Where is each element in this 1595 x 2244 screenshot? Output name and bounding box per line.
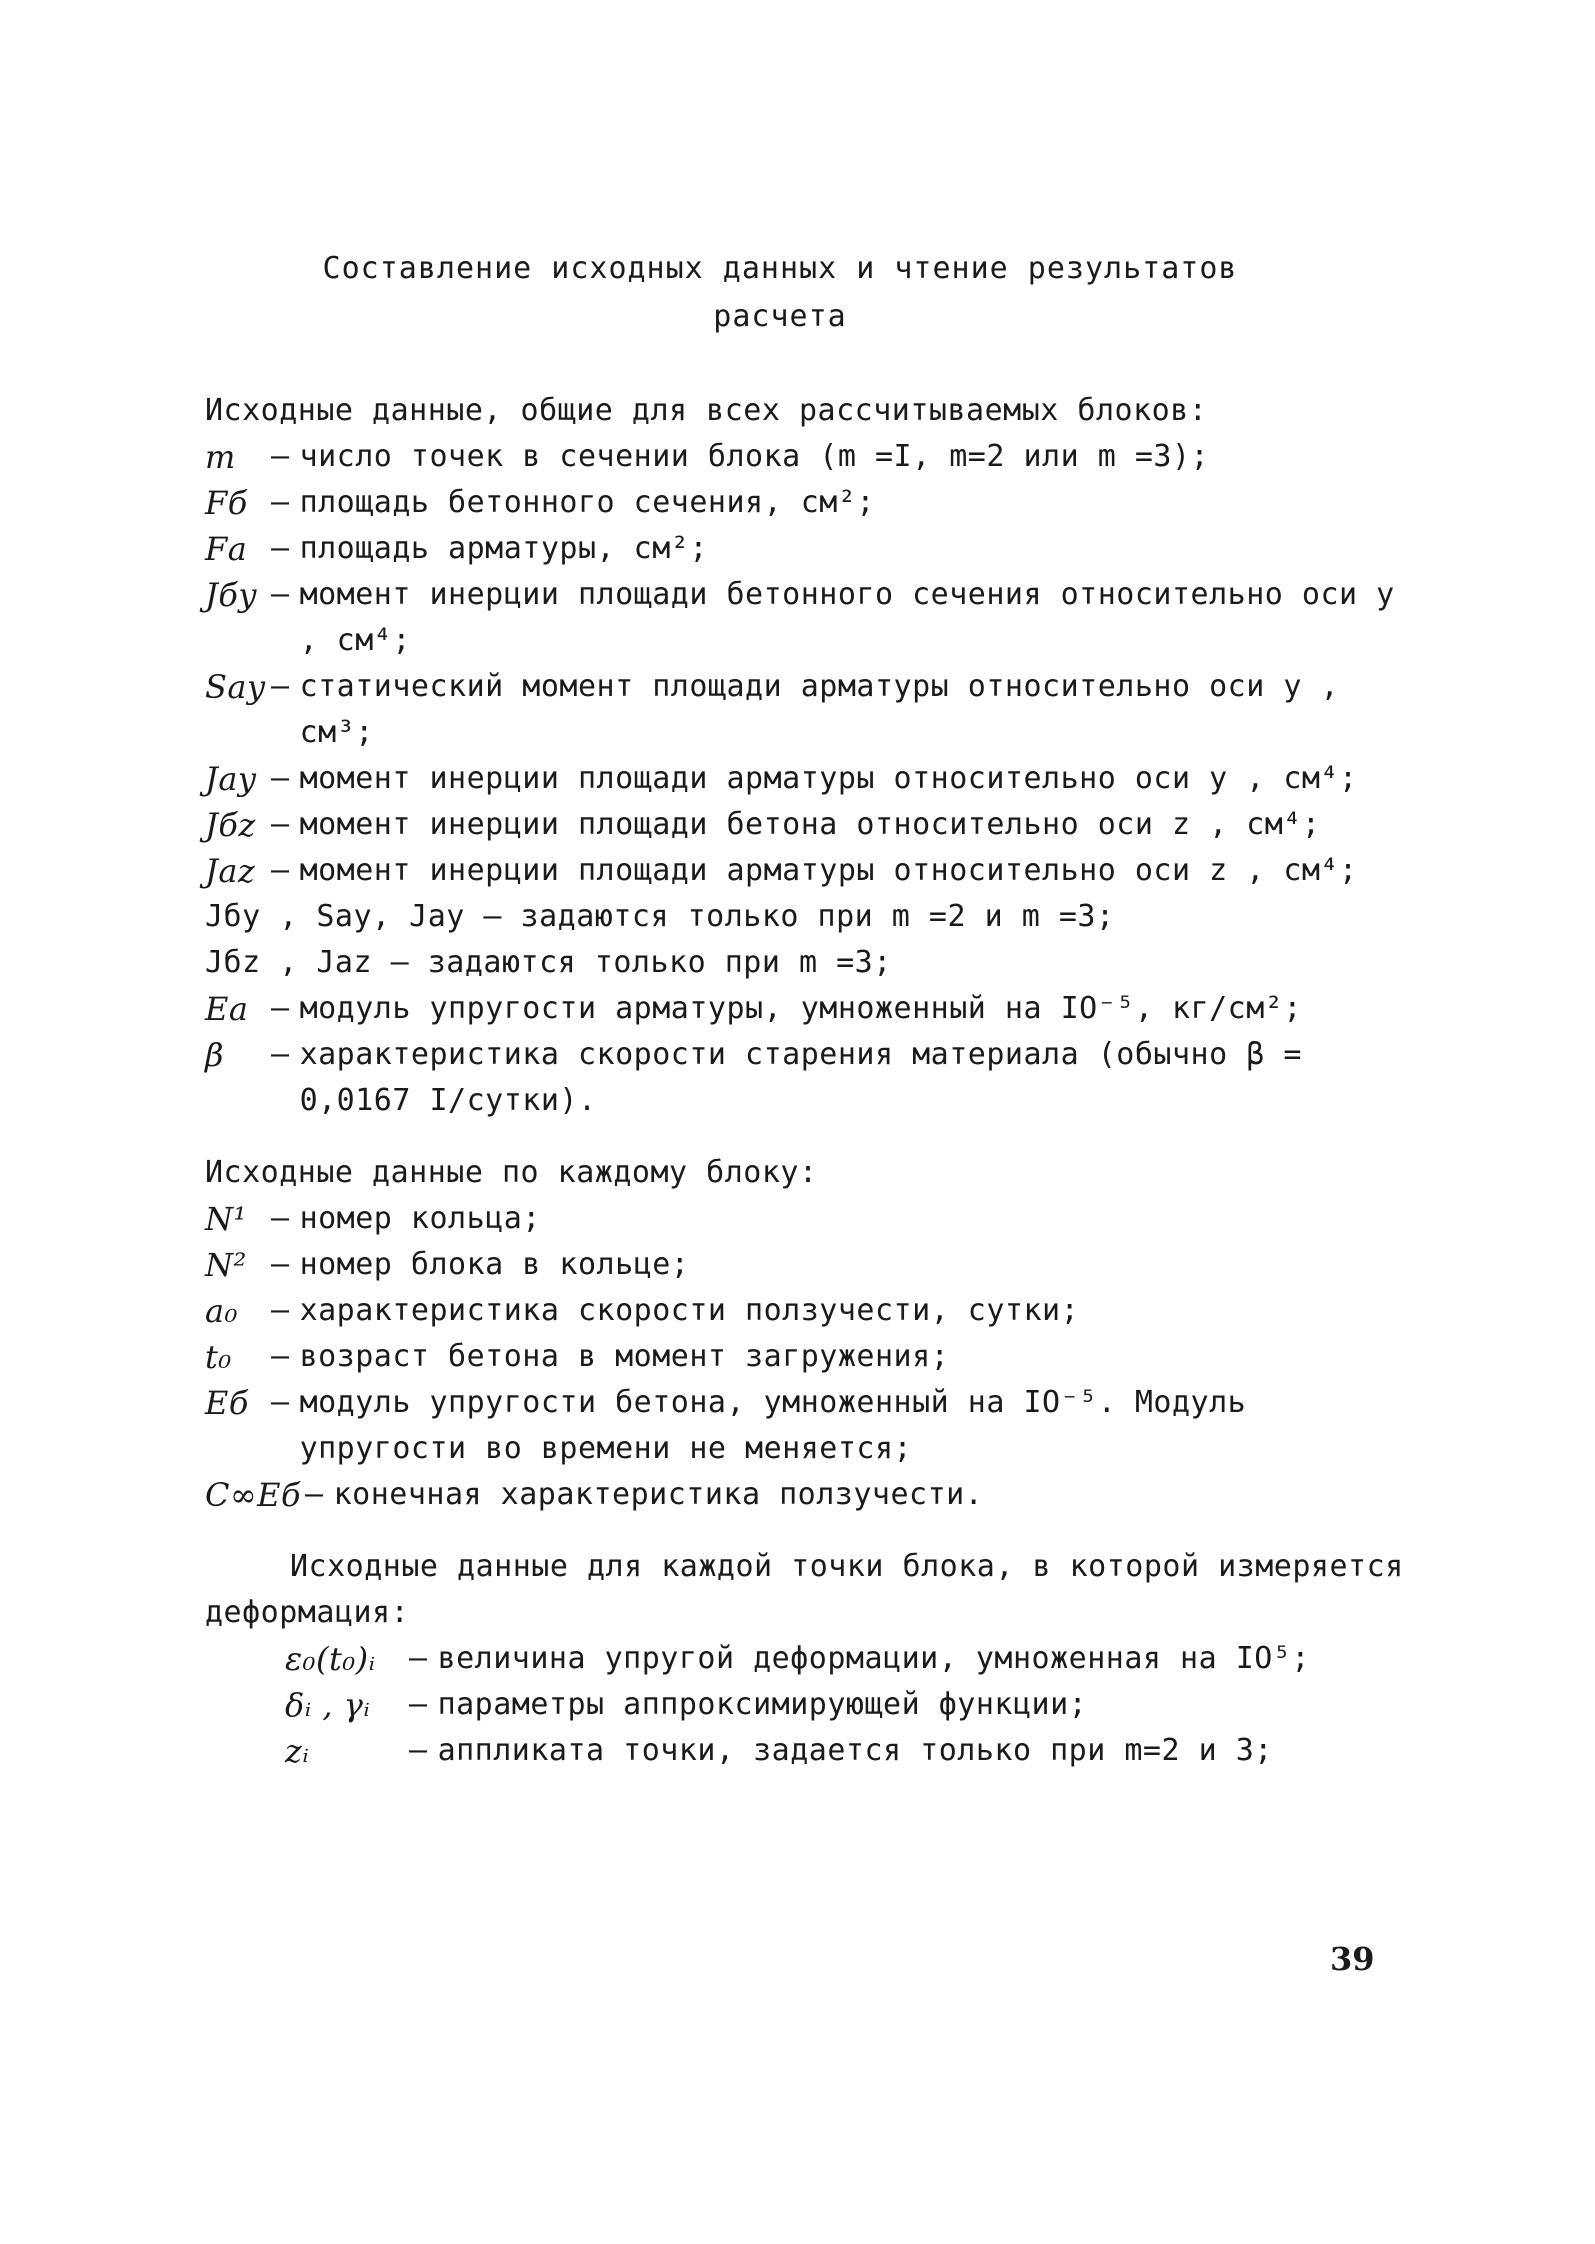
definition-symbol: t₀: [205, 1338, 232, 1376]
point-definitions: [205, 1636, 1415, 1774]
definition-symbol: Jaz: [205, 852, 256, 890]
definition-text: аппликата точки, задается только при m=2 и 3;: [437, 1733, 1273, 1768]
definition-symbol: ε₀(t₀)ᵢ: [285, 1640, 376, 1678]
definition-symbol: Fб: [205, 484, 248, 522]
point-data-intro: Исходные данные для каждой точки блока, в которой измеряется деформация:: [205, 1549, 1404, 1630]
common-data-intro: Исходные данные, общие для всех рассчитываемых блоков:: [205, 393, 1208, 428]
definition-text: момент инерции площади бетонного сечения относительно оси y , см⁴;: [299, 577, 1395, 658]
definition-symbol: m: [205, 438, 236, 476]
note-m3: Jбz , Jaz – задаются только при m =3;: [205, 945, 892, 980]
definition-item: ε₀(t₀)ᵢ – величина упругой деформации, умноженная на IO⁵;: [205, 1636, 1415, 1682]
definition-item: Fб – площадь бетонного сечения, см²;: [205, 480, 1415, 526]
definition-symbol: N²: [205, 1246, 247, 1284]
definition-text: конечная характеристика ползучести.: [333, 1477, 984, 1512]
definition-text: момент инерции площади арматуры относительно оси y , см⁴;: [299, 761, 1358, 796]
page-number: 39: [1330, 1940, 1375, 1978]
definition-symbol: Jбz: [205, 806, 256, 844]
definition-item: δᵢ , γᵢ – параметры аппроксимирующей функции;: [205, 1682, 1415, 1728]
definition-text: момент инерции площади арматуры относительно оси z , см⁴;: [299, 853, 1358, 888]
definition-item: zᵢ – аппликата точки, задается только при m=2 и 3;: [205, 1728, 1415, 1774]
definition-item: Eб – модуль упругости бетона, умноженный на IO⁻⁵. Модуль упругости во времени не меняется;: [205, 1380, 1415, 1472]
definition-item: Fа – площадь арматуры, см²;: [205, 526, 1415, 572]
definition-symbol: N¹: [205, 1200, 247, 1238]
title-line-2: расчета: [713, 299, 847, 334]
block-definitions: [205, 1196, 1415, 1518]
definition-text: модуль упругости бетона, умноженный на IO⁻⁵. Модуль упругости во времени не меняется;: [299, 1385, 1247, 1466]
definition-item: Jaz – момент инерции площади арматуры относительно оси z , см⁴;: [205, 848, 1415, 894]
definition-text: площадь бетонного сечения, см²;: [299, 485, 875, 520]
definition-text: статический момент площади арматуры относительно оси y , см³;: [299, 669, 1340, 750]
definition-text: параметры аппроксимирующей функции;: [437, 1687, 1088, 1722]
definition-text: число точек в сечении блока (m =I, m=2 или m =3);: [299, 439, 1210, 474]
definition-text: характеристика скорости старения материала (обычно β = 0,0167 I/сутки).: [299, 1037, 1302, 1118]
definition-symbol: C∞Eб: [205, 1476, 302, 1514]
definition-item: N¹ – номер кольца;: [205, 1196, 1415, 1242]
definition-item: N² – номер блока в кольце;: [205, 1242, 1415, 1288]
definition-symbol: δᵢ , γᵢ: [285, 1686, 371, 1724]
note-m2-m3: Jбy , Say, Jay – задаются только при m =2 и m =3;: [205, 899, 1115, 934]
definition-item: m – число точек в сечении блока (m =I, m=2 или m =3);: [205, 434, 1415, 480]
definition-item: C∞Eб – конечная характеристика ползучести.: [205, 1472, 1415, 1518]
document-body: [205, 388, 1415, 1774]
definition-symbol: Eа: [205, 990, 249, 1028]
section-title: [260, 245, 1300, 341]
definition-item: Jay – момент инерции площади арматуры относительно оси y , см⁴;: [205, 756, 1415, 802]
definition-symbol: Fа: [205, 530, 248, 568]
definition-item: Jбy – момент инерции площади бетонного сечения относительно оси y , см⁴;: [205, 572, 1415, 664]
definition-item: Eа – модуль упругости арматуры, умноженный на IO⁻⁵, кг/см²;: [205, 986, 1415, 1032]
common-definitions-2: [205, 986, 1415, 1124]
definition-text: величина упругой деформации, умноженная на IO⁵;: [437, 1641, 1310, 1676]
common-definitions: [205, 434, 1415, 894]
definition-item: β – характеристика скорости старения материала (обычно β = 0,0167 I/сутки).: [205, 1032, 1415, 1124]
definition-symbol: Say: [205, 668, 266, 706]
definition-text: возраст бетона в момент загружения;: [299, 1339, 950, 1374]
definition-text: модуль упругости арматуры, умноженный на IO⁻⁵, кг/см²;: [299, 991, 1302, 1026]
definition-item: t₀ – возраст бетона в момент загружения;: [205, 1334, 1415, 1380]
definition-text: площадь арматуры, см²;: [299, 531, 708, 566]
definition-symbol: Jбy: [205, 576, 257, 614]
definition-symbol: a₀: [205, 1292, 238, 1330]
title-line-1: Составление исходных данных и чтение результатов: [322, 251, 1238, 286]
definition-symbol: β: [205, 1036, 224, 1074]
definition-text: номер кольца;: [299, 1201, 541, 1236]
definition-text: характеристика скорости ползучести, сутки;: [299, 1293, 1080, 1328]
definition-symbol: Eб: [205, 1384, 249, 1422]
definition-text: номер блока в кольце;: [299, 1247, 690, 1282]
block-data-intro: Исходные данные по каждому блоку:: [205, 1155, 818, 1190]
definition-item: a₀ – характеристика скорости ползучести, сутки;: [205, 1288, 1415, 1334]
definition-symbol: zᵢ: [285, 1732, 310, 1770]
definition-item: Say – статический момент площади арматуры относительно оси y , см³;: [205, 664, 1415, 756]
definition-symbol: Jay: [205, 760, 257, 798]
definition-text: момент инерции площади бетона относительно оси z , см⁴;: [299, 807, 1321, 842]
definition-item: Jбz – момент инерции площади бетона относительно оси z , см⁴;: [205, 802, 1415, 848]
